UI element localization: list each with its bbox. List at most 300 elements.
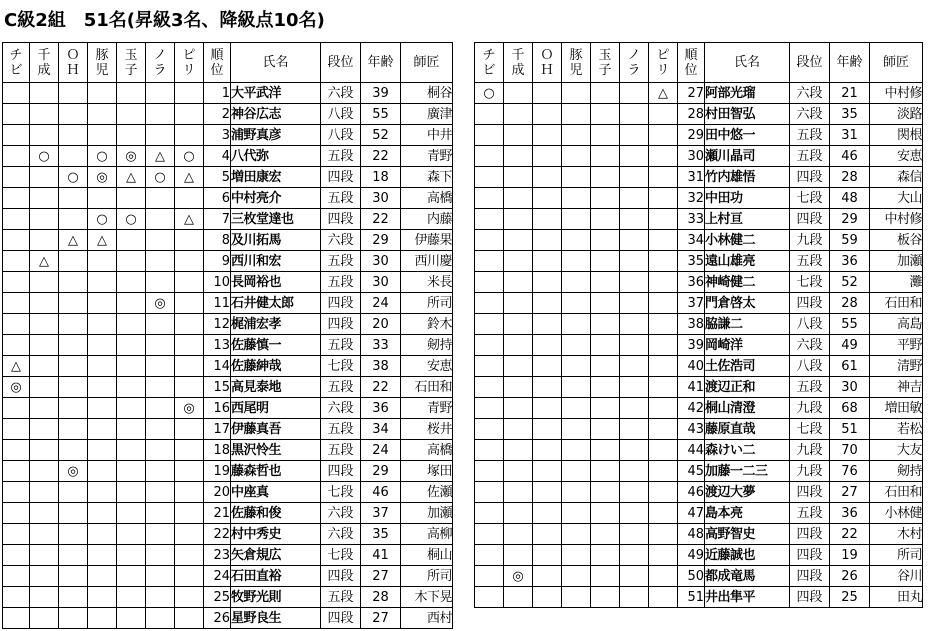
table-row [475,377,923,398]
mark-cell [30,83,59,104]
mark-cell [591,293,620,314]
mark-cell [504,482,533,503]
mark-cell [475,545,504,566]
age-cell: 37 [361,503,401,524]
age-cell: 27 [361,566,401,587]
age-cell: 20 [361,314,401,335]
dan-cell: 七段 [321,356,361,377]
dan-cell: 四段 [321,209,361,230]
master-cell: 中村修 [870,209,923,230]
mark-cell [88,188,117,209]
table-row [3,440,453,461]
mark-cell [59,209,88,230]
mark-cell [562,125,591,146]
mark-cell [504,104,533,125]
mark-cell [117,314,146,335]
table-row [3,419,453,440]
mark-cell [591,335,620,356]
name-cell: 矢倉規広 [231,545,321,566]
right-header-mark-2: Ｏ Ｈ [533,43,562,83]
mark-cell [649,335,678,356]
table-row [3,608,453,629]
age-cell: 28 [361,587,401,608]
rank-cell: 10 [204,272,231,293]
master-cell: 所司 [870,545,923,566]
mark-cell [3,146,30,167]
mark-cell: ◎ [504,566,533,587]
name-cell: 佐藤和俊 [231,503,321,524]
rank-cell: 50 [678,566,705,587]
master-cell: 石田和 [870,482,923,503]
master-cell: 廣津 [401,104,453,125]
mark-cell [117,524,146,545]
dan-cell: 四段 [321,608,361,629]
age-cell: 36 [830,503,870,524]
age-cell: 36 [361,398,401,419]
mark-cell [117,545,146,566]
table-row [475,503,923,524]
mark-cell [562,335,591,356]
table-row [475,419,923,440]
mark-cell [59,356,88,377]
mark-cell [30,566,59,587]
rank-cell: 4 [204,146,231,167]
name-cell: 桐山清澄 [705,398,790,419]
mark-cell [649,188,678,209]
mark-cell [30,335,59,356]
table-row [475,251,923,272]
rank-cell: 22 [204,524,231,545]
rank-cell: 20 [204,482,231,503]
master-cell: 増田敏 [870,398,923,419]
mark-cell [620,587,649,608]
mark-cell [649,230,678,251]
mark-cell [30,188,59,209]
age-cell: 29 [361,230,401,251]
dan-cell: 四段 [790,293,830,314]
mark-cell [175,251,204,272]
mark-cell [175,125,204,146]
mark-cell [30,356,59,377]
master-cell: 淡路 [870,104,923,125]
mark-cell [504,251,533,272]
rank-cell: 5 [204,167,231,188]
table-row [475,461,923,482]
mark-cell: ◎ [3,377,30,398]
dan-cell: 六段 [790,104,830,125]
mark-cell [59,125,88,146]
left-header-mark-0: チ ビ [3,43,30,83]
mark-cell [475,251,504,272]
rank-cell: 38 [678,314,705,335]
master-cell: 板谷 [870,230,923,251]
mark-cell [620,83,649,104]
table-row [3,167,453,188]
mark-cell: ◎ [175,398,204,419]
right-header-mark-6: ピ リ [649,43,678,83]
mark-cell [591,251,620,272]
dan-cell: 七段 [790,188,830,209]
mark-cell [175,104,204,125]
master-cell: 谷川 [870,566,923,587]
master-cell: 青野 [401,146,453,167]
mark-cell [562,251,591,272]
name-cell: 島本亮 [705,503,790,524]
mark-cell [30,209,59,230]
dan-cell: 五段 [790,125,830,146]
mark-cell [30,482,59,503]
mark-cell [649,482,678,503]
mark-cell: ○ [475,83,504,104]
mark-cell [649,566,678,587]
master-cell: 所司 [401,566,453,587]
mark-cell [475,440,504,461]
master-cell: 若松 [870,419,923,440]
table-row [3,377,453,398]
mark-cell [504,440,533,461]
mark-cell [591,146,620,167]
mark-cell [591,104,620,125]
mark-cell [3,545,30,566]
name-cell: 瀬川晶司 [705,146,790,167]
mark-cell [475,146,504,167]
rank-cell: 12 [204,314,231,335]
rank-cell: 35 [678,251,705,272]
mark-cell [533,230,562,251]
mark-cell [175,482,204,503]
age-cell: 46 [830,146,870,167]
name-cell: 石井健太郎 [231,293,321,314]
mark-cell [649,104,678,125]
dan-cell: 四段 [321,314,361,335]
age-cell: 34 [361,419,401,440]
master-cell: 所司 [401,293,453,314]
name-cell: 西川和宏 [231,251,321,272]
dan-cell: 五段 [321,146,361,167]
mark-cell [88,125,117,146]
mark-cell [649,524,678,545]
mark-cell [59,398,88,419]
right-header-name: 氏名 [705,43,790,83]
mark-cell [591,83,620,104]
mark-cell [562,566,591,587]
table-row [475,587,923,608]
mark-cell [562,440,591,461]
name-cell: 神谷広志 [231,104,321,125]
mark-cell: ◎ [88,167,117,188]
name-cell: 田中悠一 [705,125,790,146]
name-cell: 長岡裕也 [231,272,321,293]
mark-cell [504,335,533,356]
dan-cell: 五段 [321,272,361,293]
mark-cell [117,293,146,314]
name-cell: 中座真 [231,482,321,503]
age-cell: 22 [361,377,401,398]
mark-cell [175,608,204,629]
mark-cell [562,167,591,188]
mark-cell [175,587,204,608]
left-header-mark-2: Ｏ Ｈ [59,43,88,83]
mark-cell [591,398,620,419]
name-cell: 小林健二 [705,230,790,251]
age-cell: 55 [361,104,401,125]
mark-cell [88,83,117,104]
mark-cell [620,314,649,335]
name-cell: 中村亮介 [231,188,321,209]
mark-cell [3,587,30,608]
mark-cell [649,398,678,419]
mark-cell [562,188,591,209]
age-cell: 55 [830,314,870,335]
mark-cell [30,503,59,524]
mark-cell [533,272,562,293]
age-cell: 51 [830,419,870,440]
mark-cell: ◎ [117,146,146,167]
mark-cell [504,167,533,188]
rank-cell: 18 [204,440,231,461]
mark-cell [146,125,175,146]
mark-cell [475,104,504,125]
mark-cell [146,566,175,587]
age-cell: 35 [361,524,401,545]
table-row [3,461,453,482]
name-cell: 高野智史 [705,524,790,545]
name-cell: 中田功 [705,188,790,209]
master-cell: 高橋 [401,440,453,461]
name-cell: 村中秀史 [231,524,321,545]
mark-cell [175,377,204,398]
mark-cell [59,188,88,209]
left-header-mark-6: ピ リ [175,43,204,83]
mark-cell [562,293,591,314]
mark-cell [591,461,620,482]
rank-cell: 51 [678,587,705,608]
mark-cell [591,440,620,461]
mark-cell [175,188,204,209]
mark-cell [620,566,649,587]
dan-cell: 八段 [321,125,361,146]
age-cell: 27 [361,608,401,629]
mark-cell [117,440,146,461]
name-cell: 藤森哲也 [231,461,321,482]
name-cell: 近藤誠也 [705,545,790,566]
mark-cell [146,314,175,335]
mark-cell [3,167,30,188]
mark-cell: △ [30,251,59,272]
mark-cell [475,419,504,440]
mark-cell [620,272,649,293]
table-row [3,230,453,251]
mark-cell [117,251,146,272]
mark-cell [30,125,59,146]
mark-cell [475,566,504,587]
age-cell: 52 [361,125,401,146]
table-row [3,272,453,293]
right-header-dan: 段位 [790,43,830,83]
master-cell: 西村 [401,608,453,629]
mark-cell [533,104,562,125]
mark-cell [562,146,591,167]
mark-cell [504,272,533,293]
mark-cell [30,440,59,461]
left-header-mark-1: 千 成 [30,43,59,83]
mark-cell [88,440,117,461]
mark-cell [3,251,30,272]
age-cell: 52 [830,272,870,293]
mark-cell [3,419,30,440]
rank-cell: 23 [204,545,231,566]
rank-cell: 28 [678,104,705,125]
age-cell: 48 [830,188,870,209]
mark-cell [146,608,175,629]
master-cell: 青野 [401,398,453,419]
dan-cell: 九段 [790,398,830,419]
mark-cell [475,377,504,398]
mark-cell: ○ [88,146,117,167]
mark-cell [504,125,533,146]
master-cell: 中井 [401,125,453,146]
right-header-num: 順 位 [678,43,705,83]
right-header-row [475,43,923,83]
mark-cell [591,587,620,608]
mark-cell [620,293,649,314]
rank-cell: 2 [204,104,231,125]
mark-cell [146,251,175,272]
mark-cell [620,482,649,503]
left-header-dan: 段位 [321,43,361,83]
mark-cell [562,461,591,482]
table-row [475,545,923,566]
mark-cell [117,587,146,608]
table-row [475,125,923,146]
mark-cell [562,272,591,293]
dan-cell: 六段 [790,83,830,104]
table-row [475,293,923,314]
mark-cell [30,461,59,482]
mark-cell [504,83,533,104]
mark-cell [591,356,620,377]
mark-cell [146,188,175,209]
master-cell: 安恵 [870,146,923,167]
mark-cell [3,503,30,524]
mark-cell [475,482,504,503]
mark-cell [146,83,175,104]
rank-cell: 13 [204,335,231,356]
mark-cell [562,377,591,398]
mark-cell [562,209,591,230]
name-cell: 梶浦宏孝 [231,314,321,335]
mark-cell [175,230,204,251]
name-cell: 佐藤慎一 [231,335,321,356]
mark-cell [533,482,562,503]
mark-cell [533,356,562,377]
mark-cell [533,545,562,566]
dan-cell: 五段 [321,419,361,440]
mark-cell [533,440,562,461]
name-cell: 岡崎洋 [705,335,790,356]
age-cell: 18 [361,167,401,188]
right-header-mark-0: チ ビ [475,43,504,83]
mark-cell [146,356,175,377]
table-row [475,566,923,587]
right-header-mark-1: 千 成 [504,43,533,83]
name-cell: 星野良生 [231,608,321,629]
left-header-master: 師匠 [401,43,453,83]
mark-cell [59,566,88,587]
right-header-mark-3: 豚 児 [562,43,591,83]
master-cell: 神吉 [870,377,923,398]
rank-cell: 40 [678,356,705,377]
name-cell: 伊藤真吾 [231,419,321,440]
mark-cell [88,356,117,377]
mark-cell [146,503,175,524]
mark-cell [146,209,175,230]
rank-cell: 26 [204,608,231,629]
mark-cell [59,587,88,608]
mark-cell [591,545,620,566]
mark-cell [533,251,562,272]
age-cell: 61 [830,356,870,377]
mark-cell [533,188,562,209]
mark-cell [649,545,678,566]
right-header-mark-4: 玉 子 [591,43,620,83]
age-cell: 28 [830,293,870,314]
mark-cell [146,587,175,608]
mark-cell [117,125,146,146]
mark-cell [3,566,30,587]
name-cell: 石田直裕 [231,566,321,587]
mark-cell [620,251,649,272]
rank-cell: 27 [678,83,705,104]
mark-cell [649,209,678,230]
mark-cell [475,209,504,230]
rank-cell: 49 [678,545,705,566]
age-cell: 59 [830,230,870,251]
age-cell: 24 [361,293,401,314]
name-cell: 阿部光瑠 [705,83,790,104]
master-cell: 石田和 [401,377,453,398]
rank-cell: 11 [204,293,231,314]
mark-cell [117,398,146,419]
dan-cell: 八段 [790,356,830,377]
mark-cell [533,503,562,524]
mark-cell [30,587,59,608]
mark-cell [620,524,649,545]
mark-cell [3,314,30,335]
mark-cell [175,314,204,335]
mark-cell [620,440,649,461]
mark-cell: ○ [146,167,175,188]
table-row [3,209,453,230]
left-header-name: 氏名 [231,43,321,83]
mark-cell [117,566,146,587]
age-cell: 22 [361,146,401,167]
mark-cell: ○ [88,209,117,230]
mark-cell [475,503,504,524]
age-cell: 19 [830,545,870,566]
mark-cell: ◎ [146,293,175,314]
dan-cell: 四段 [321,566,361,587]
mark-cell [475,293,504,314]
dan-cell: 四段 [790,167,830,188]
name-cell: 三枚堂達也 [231,209,321,230]
master-cell: 高橋 [401,188,453,209]
table-row [3,398,453,419]
mark-cell: △ [175,209,204,230]
mark-cell: △ [3,356,30,377]
mark-cell [475,230,504,251]
mark-cell [504,377,533,398]
